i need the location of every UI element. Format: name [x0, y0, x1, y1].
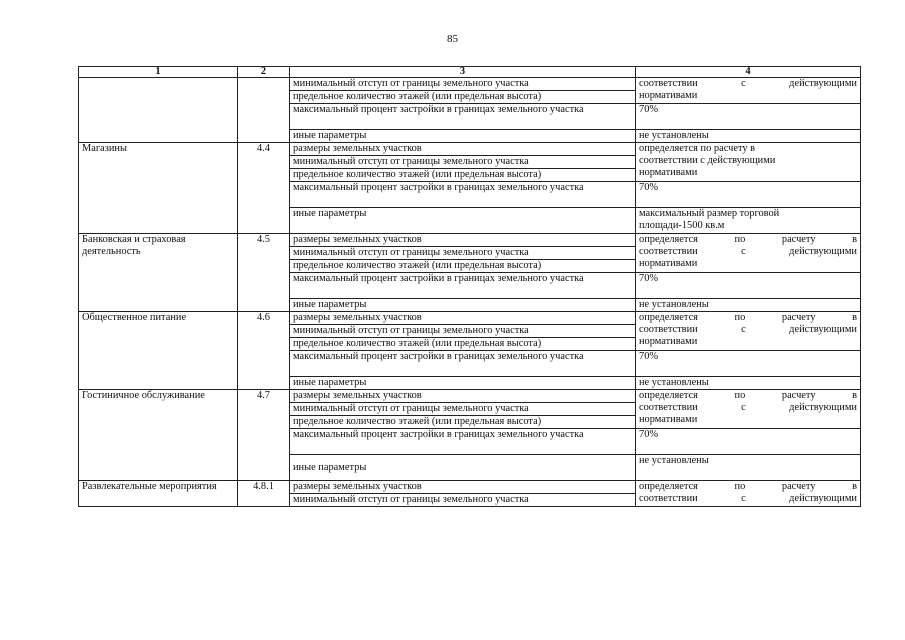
value-line: соответствии с действующими	[639, 493, 857, 504]
param-other: иные параметры	[290, 130, 636, 143]
value-cell	[636, 208, 861, 234]
column-header-4: 4	[636, 67, 861, 78]
value-cell: 70%	[636, 182, 861, 208]
use-code-cell: 4.8.1	[238, 481, 290, 507]
value-line: соответствии с действующими	[639, 246, 857, 257]
column-header-1: 1	[79, 67, 238, 78]
param-max-percent: максимальный процент застройки в границах земельного участка	[290, 351, 636, 377]
value-cell	[636, 390, 861, 429]
value-line: определяется по расчету в	[639, 234, 857, 245]
table-row	[79, 78, 861, 91]
value-line: определяется по расчету в	[639, 312, 857, 323]
use-name-cell: Развлекательные мероприятия	[79, 481, 238, 507]
use-code-cell	[238, 78, 290, 143]
param-plot-size: размеры земельных участков	[290, 312, 636, 325]
value-cell	[636, 78, 861, 104]
param-other: иные параметры	[290, 377, 636, 390]
param-min-indent: минимальный отступ от границы земельного участка	[290, 78, 636, 91]
value-cell: 70%	[636, 104, 861, 130]
table-row	[79, 390, 861, 403]
value-line: нормативами	[639, 90, 698, 101]
value-cell	[636, 234, 861, 273]
use-code-cell: 4.5	[238, 234, 290, 312]
param-max-floors: предельное количество этажей (или предельная высота)	[290, 169, 636, 182]
value-line: соответствии с действующими	[639, 402, 857, 413]
param-min-indent: минимальный отступ от границы земельного участка	[290, 494, 636, 507]
value-cell: не установлены	[636, 299, 861, 312]
param-plot-size: размеры земельных участков	[290, 390, 636, 403]
value-line: определяется по расчету в	[639, 481, 857, 492]
value-line: соответствии с действующими	[639, 324, 857, 335]
param-other: иные параметры	[290, 299, 636, 312]
value-line: соответствии с действующими	[639, 78, 857, 89]
use-code-cell: 4.7	[238, 390, 290, 481]
param-max-floors: предельное количество этажей (или предельная высота)	[290, 91, 636, 104]
use-name-cell: Общественное питание	[79, 312, 238, 390]
value-line: определяется по расчету в	[639, 143, 756, 154]
value-line: площади-1500 кв.м	[639, 220, 725, 231]
value-line: максимальный размер торговой	[639, 208, 780, 219]
column-header-3: 3	[290, 67, 636, 78]
page-number: 85	[447, 33, 458, 45]
use-name-cell	[79, 78, 238, 143]
value-cell: не установлены	[636, 377, 861, 390]
table-row	[79, 234, 861, 247]
value-cell	[636, 312, 861, 351]
param-min-indent: минимальный отступ от границы земельного участка	[290, 325, 636, 338]
value-line: определяется по расчету в	[639, 390, 857, 401]
param-plot-size: размеры земельных участков	[290, 234, 636, 247]
use-code-cell: 4.6	[238, 312, 290, 390]
value-cell: не установлены	[636, 455, 861, 481]
param-other: иные параметры	[290, 455, 636, 481]
value-cell	[636, 481, 861, 507]
value-line: нормативами	[639, 167, 698, 178]
param-min-indent: минимальный отступ от границы земельного участка	[290, 156, 636, 169]
value-line: нормативами	[639, 258, 698, 269]
use-code-cell: 4.4	[238, 143, 290, 234]
param-max-percent: максимальный процент застройки в границах земельного участка	[290, 273, 636, 299]
param-max-floors: предельное количество этажей (или предельная высота)	[290, 260, 636, 273]
table-row	[79, 143, 861, 156]
param-max-percent: максимальный процент застройки в границах земельного участка	[290, 104, 636, 130]
param-max-percent: максимальный процент застройки в границах земельного участка	[290, 429, 636, 455]
value-line: соответствии с действующими	[639, 155, 776, 166]
param-min-indent: минимальный отступ от границы земельного участка	[290, 403, 636, 416]
value-cell: не установлены	[636, 130, 861, 143]
value-line: нормативами	[639, 336, 698, 347]
value-cell: 70%	[636, 351, 861, 377]
column-header-2: 2	[238, 67, 290, 78]
param-min-indent: минимальный отступ от границы земельного участка	[290, 247, 636, 260]
use-name-cell: Банковская и страховая деятельность	[79, 234, 238, 312]
value-cell: 70%	[636, 429, 861, 455]
table-row	[79, 312, 861, 325]
value-cell: 70%	[636, 273, 861, 299]
regulations-table	[78, 66, 861, 507]
header-row	[79, 67, 861, 78]
value-line: нормативами	[639, 414, 698, 425]
param-max-floors: предельное количество этажей (или предельная высота)	[290, 416, 636, 429]
table-row	[79, 481, 861, 494]
param-max-floors: предельное количество этажей (или предельная высота)	[290, 338, 636, 351]
use-name-cell: Магазины	[79, 143, 238, 234]
param-other: иные параметры	[290, 208, 636, 234]
use-name-cell: Гостиничное обслуживание	[79, 390, 238, 481]
value-cell	[636, 143, 861, 182]
param-plot-size: размеры земельных участков	[290, 481, 636, 494]
param-max-percent: максимальный процент застройки в границах земельного участка	[290, 182, 636, 208]
param-plot-size: размеры земельных участков	[290, 143, 636, 156]
